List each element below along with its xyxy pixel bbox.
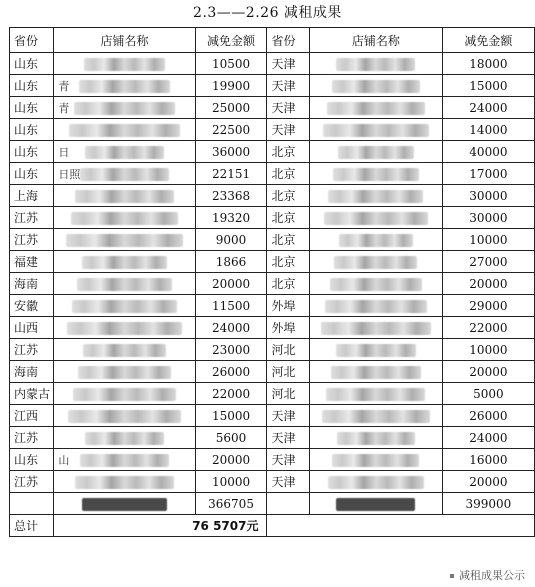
redacted-name-blur <box>326 388 425 401</box>
amount-cell-right: 20000 <box>442 273 534 295</box>
store-name-cell-left <box>54 75 195 97</box>
table-row <box>10 163 535 185</box>
store-name-cell-right <box>310 317 443 339</box>
province-cell-right: 北京 <box>267 229 310 251</box>
province-cell-right: 天津 <box>267 471 310 493</box>
header-store-right: 店铺名称 <box>310 28 443 53</box>
amount-cell-right: 14000 <box>442 119 534 141</box>
store-name-fragment: 日照 <box>58 168 81 181</box>
table-row <box>10 53 535 75</box>
total-label: 总计 <box>10 515 54 537</box>
amount-cell-right: 29000 <box>442 295 534 317</box>
amount-cell-right: 26000 <box>442 405 534 427</box>
redacted-name-blur <box>339 234 413 247</box>
amount-cell-left: 11500 <box>195 295 267 317</box>
province-cell-left: 山东 <box>10 119 54 141</box>
amount-cell-right: 24000 <box>442 427 534 449</box>
subtotal-store-cell-right <box>310 493 443 515</box>
redacted-name-blur <box>324 212 428 225</box>
amount-cell-right: 10000 <box>442 339 534 361</box>
amount-cell-left: 22500 <box>195 119 267 141</box>
store-name-cell-left <box>54 119 195 141</box>
province-cell-left: 山东 <box>10 141 54 163</box>
redacted-name-blur <box>67 322 182 335</box>
store-name-cell-right <box>310 471 443 493</box>
amount-cell-right: 30000 <box>442 185 534 207</box>
province-cell-left: 海南 <box>10 361 54 383</box>
amount-cell-left: 22000 <box>195 383 267 405</box>
table-row <box>10 449 535 471</box>
table-row <box>10 317 535 339</box>
amount-cell-left: 22151 <box>195 163 267 185</box>
amount-cell-right: 10000 <box>442 229 534 251</box>
province-cell-right: 河北 <box>267 383 310 405</box>
redacted-name-blur <box>77 278 172 291</box>
redacted-name-blur <box>334 256 417 269</box>
redacted-name-blur <box>85 432 165 445</box>
province-cell-left: 山东 <box>10 75 54 97</box>
footer-text: 减租成果公示 <box>459 569 525 582</box>
store-name-cell-right <box>310 427 443 449</box>
store-name-cell-left <box>54 141 195 163</box>
province-cell-right: 天津 <box>267 427 310 449</box>
amount-cell-right: 5000 <box>442 383 534 405</box>
province-cell-right: 北京 <box>267 207 310 229</box>
province-cell-right: 河北 <box>267 361 310 383</box>
table-row <box>10 471 535 493</box>
amount-cell-right: 18000 <box>442 53 534 75</box>
province-cell-right: 天津 <box>267 405 310 427</box>
rent-reduction-table <box>9 27 535 537</box>
store-name-cell-right <box>310 53 443 75</box>
amount-cell-left: 19900 <box>195 75 267 97</box>
redacted-name-blur <box>72 300 177 313</box>
store-name-cell-left <box>54 163 195 185</box>
amount-cell-right: 30000 <box>442 207 534 229</box>
table-row <box>10 361 535 383</box>
bullet-icon <box>450 574 454 578</box>
amount-cell-left: 25000 <box>195 97 267 119</box>
table-row <box>10 295 535 317</box>
store-name-cell-right <box>310 119 443 141</box>
province-cell-right: 北京 <box>267 273 310 295</box>
store-name-cell-left <box>54 251 195 273</box>
province-cell-left: 海南 <box>10 273 54 295</box>
redacted-name-blur <box>66 234 184 247</box>
province-cell-left: 江苏 <box>10 229 54 251</box>
redacted-name-blur <box>328 190 423 203</box>
redacted-name-blur <box>78 366 171 379</box>
store-name-fragment: 日 <box>58 146 70 159</box>
province-cell-right: 河北 <box>267 339 310 361</box>
redacted-name-blur <box>323 124 430 137</box>
amount-cell-left: 19320 <box>195 207 267 229</box>
amount-cell-right: 22000 <box>442 317 534 339</box>
header-amount-left: 减免金额 <box>195 28 267 53</box>
grand-total-row <box>10 515 535 537</box>
amount-cell-left: 5600 <box>195 427 267 449</box>
redacted-name-blur <box>332 80 420 93</box>
store-name-fragment: 青 <box>58 80 70 93</box>
amount-cell-left: 20000 <box>195 273 267 295</box>
store-name-cell-left <box>54 185 195 207</box>
province-cell-left: 福建 <box>10 251 54 273</box>
province-cell-right: 天津 <box>267 97 310 119</box>
amount-cell-left: 23000 <box>195 339 267 361</box>
store-name-cell-right <box>310 405 443 427</box>
store-name-cell-left <box>54 449 195 471</box>
table-row <box>10 427 535 449</box>
table-row <box>10 141 535 163</box>
redacted-name-blur <box>338 146 414 159</box>
store-name-cell-left <box>54 471 195 493</box>
amount-cell-left: 10000 <box>195 471 267 493</box>
header-province-right: 省份 <box>267 28 310 53</box>
redacted-name-blur <box>74 102 175 115</box>
amount-cell-left: 26000 <box>195 361 267 383</box>
subtotal-left: 366705 <box>195 493 267 515</box>
redacted-name-blur <box>333 168 419 181</box>
table-row <box>10 339 535 361</box>
province-cell-left: 山西 <box>10 317 54 339</box>
table-row <box>10 229 535 251</box>
store-name-cell-right <box>310 251 443 273</box>
amount-cell-left: 15000 <box>195 405 267 427</box>
amount-cell-left: 23368 <box>195 185 267 207</box>
amount-cell-right: 16000 <box>442 449 534 471</box>
store-name-cell-right <box>310 163 443 185</box>
total-value: 76 5707元 <box>54 515 267 537</box>
subtotal-store-cell-left <box>54 493 195 515</box>
redacted-name-blur <box>73 388 175 401</box>
subtotal-right: 399000 <box>442 493 534 515</box>
province-cell-left: 山东 <box>10 449 54 471</box>
province-cell-right: 天津 <box>267 75 310 97</box>
table-row <box>10 185 535 207</box>
province-cell-right: 天津 <box>267 449 310 471</box>
table-row <box>10 97 535 119</box>
amount-cell-right: 15000 <box>442 75 534 97</box>
province-cell-left: 江苏 <box>10 427 54 449</box>
amount-cell-right: 40000 <box>442 141 534 163</box>
amount-cell-left: 20000 <box>195 449 267 471</box>
province-cell-right: 北京 <box>267 163 310 185</box>
province-cell-left: 山东 <box>10 97 54 119</box>
table-row <box>10 405 535 427</box>
province-cell-right: 天津 <box>267 119 310 141</box>
redacted-name-blur <box>332 454 419 467</box>
redacted-name-blur <box>336 58 415 71</box>
redacted-name-blur <box>336 344 416 357</box>
table-row <box>10 119 535 141</box>
amount-cell-left: 1866 <box>195 251 267 273</box>
header-province-left: 省份 <box>10 28 54 53</box>
table-row <box>10 251 535 273</box>
store-name-cell-right <box>310 295 443 317</box>
store-name-cell-left <box>54 229 195 251</box>
store-name-cell-right <box>310 207 443 229</box>
amount-cell-left: 36000 <box>195 141 267 163</box>
amount-cell-right: 24000 <box>442 97 534 119</box>
amount-cell-left: 9000 <box>195 229 267 251</box>
province-cell-left: 山东 <box>10 53 54 75</box>
amount-cell-left: 24000 <box>195 317 267 339</box>
redacted-name-blur <box>321 322 432 335</box>
redacted-name-blur <box>330 278 422 291</box>
province-cell-left: 上海 <box>10 185 54 207</box>
province-cell-right: 北京 <box>267 141 310 163</box>
store-name-cell-left <box>54 295 195 317</box>
store-name-cell-right <box>310 273 443 295</box>
province-cell-left: 江西 <box>10 405 54 427</box>
store-name-cell-right <box>310 383 443 405</box>
redacted-name-blur <box>84 58 165 71</box>
store-name-cell-left <box>54 97 195 119</box>
province-cell-right: 北京 <box>267 251 310 273</box>
redacted-name-blur <box>82 256 168 269</box>
amount-cell-right: 20000 <box>442 361 534 383</box>
redacted-name-blur <box>79 80 170 93</box>
province-cell-right: 外埠 <box>267 295 310 317</box>
store-name-cell-left <box>54 317 195 339</box>
redacted-name-blur <box>75 190 173 203</box>
redacted-name-blur <box>337 432 415 445</box>
store-name-cell-right <box>310 339 443 361</box>
store-name-cell-left <box>54 207 195 229</box>
page-title: 2.3——2.26 减租成果 <box>193 5 342 21</box>
amount-cell-left: 10500 <box>195 53 267 75</box>
table-row <box>10 75 535 97</box>
store-name-cell-right <box>310 141 443 163</box>
province-cell-left: 安徽 <box>10 295 54 317</box>
store-name-cell-left <box>54 405 195 427</box>
redacted-name-blur <box>85 146 164 159</box>
redacted-name-blur <box>80 168 168 181</box>
store-name-cell-left <box>54 53 195 75</box>
table-row <box>10 207 535 229</box>
store-name-cell-left <box>54 361 195 383</box>
table-row <box>10 383 535 405</box>
redacted-name-blur <box>83 344 166 357</box>
footer-caption <box>450 567 525 583</box>
store-name-cell-left <box>54 383 195 405</box>
subtotal-row <box>10 493 535 515</box>
province-cell-left: 江苏 <box>10 471 54 493</box>
store-name-cell-right <box>310 185 443 207</box>
redacted-name-blur <box>75 476 175 489</box>
redacted-name-blur <box>69 124 180 137</box>
redacted-name-blur <box>68 410 180 423</box>
store-name-cell-left <box>54 339 195 361</box>
redacted-name-blur <box>322 410 430 423</box>
redacted-name-blur <box>325 300 426 313</box>
redacted-name-blur <box>331 366 421 379</box>
redacted-name-blur <box>71 212 179 225</box>
province-cell-left: 山东 <box>10 163 54 185</box>
store-name-cell-left <box>54 427 195 449</box>
store-name-cell-right <box>310 449 443 471</box>
province-cell-left: 江苏 <box>10 207 54 229</box>
store-name-cell-right <box>310 361 443 383</box>
province-cell-right: 北京 <box>267 185 310 207</box>
store-name-fragment: 青 <box>58 102 70 115</box>
province-cell-right: 外埠 <box>267 317 310 339</box>
redacted-name-blur <box>328 476 424 489</box>
store-name-fragment: 山 <box>58 454 70 467</box>
amount-cell-right: 17000 <box>442 163 534 185</box>
header-amount-right: 减免金额 <box>442 28 534 53</box>
header-store-left: 店铺名称 <box>54 28 195 53</box>
province-cell-left: 江苏 <box>10 339 54 361</box>
province-cell-right: 天津 <box>267 53 310 75</box>
store-name-cell-left <box>54 273 195 295</box>
redacted-name-blur <box>80 454 170 467</box>
store-name-cell-right <box>310 229 443 251</box>
store-name-cell-right <box>310 97 443 119</box>
amount-cell-right: 20000 <box>442 471 534 493</box>
redacted-name-blur <box>327 102 425 115</box>
table-row <box>10 273 535 295</box>
province-cell-left: 内蒙古 <box>10 383 54 405</box>
header-row <box>10 28 535 53</box>
store-name-cell-right <box>310 75 443 97</box>
amount-cell-right: 27000 <box>442 251 534 273</box>
